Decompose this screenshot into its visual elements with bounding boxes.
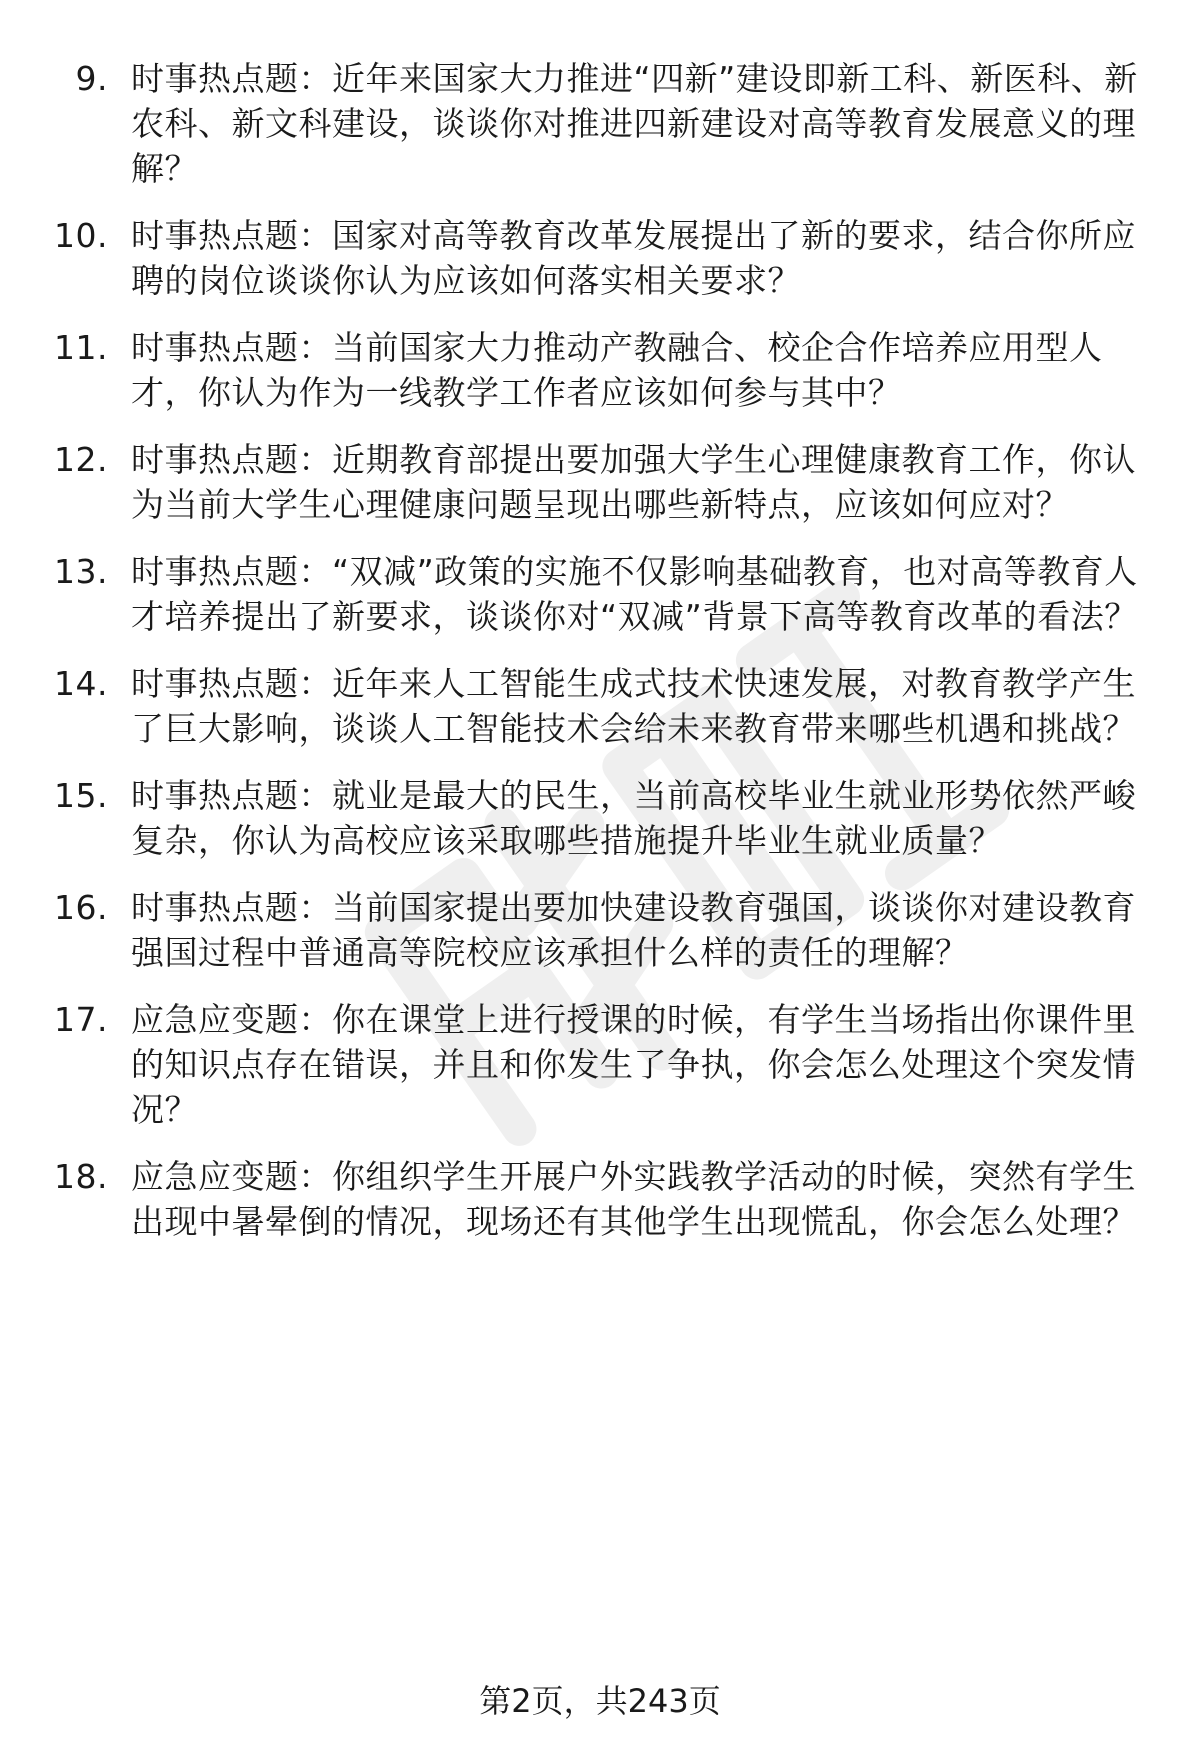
question-number: 14. bbox=[54, 664, 108, 703]
question-text: 时事热点题：“双减”政策的实施不仅影响基础教育，也对高等教育人才培养提出了新要求，谈谈你对“双减”背景下高等教育改革的看法？ bbox=[131, 552, 1138, 636]
question-text: 时事热点题：当前国家提出要加快建设教育强国，谈谈你对建设教育强国过程中普通高等院校应该承担什么样的责任的理解？ bbox=[131, 888, 1136, 972]
question-text: 时事热点题：国家对高等教育改革发展提出了新的要求，结合你所应聘的岗位谈谈你认为应该如何落实相关要求？ bbox=[131, 216, 1136, 300]
question-number: 16. bbox=[54, 888, 108, 927]
question-number: 9. bbox=[75, 59, 108, 98]
question-number: 11. bbox=[54, 328, 108, 367]
question-item-12 bbox=[0, 437, 1200, 527]
question-number: 18. bbox=[54, 1157, 108, 1196]
question-item-11 bbox=[0, 325, 1200, 415]
question-item-14 bbox=[0, 661, 1200, 751]
question-text: 时事热点题：近年来人工智能生成式技术快速发展，对教育教学产生了巨大影响，谈谈人工智能技术会给未来教育带来哪些机遇和挑战？ bbox=[131, 664, 1136, 748]
question-number: 13. bbox=[54, 552, 108, 591]
question-number: 12. bbox=[54, 440, 108, 479]
question-number: 10. bbox=[54, 216, 108, 255]
question-text: 应急应变题：你在课堂上进行授课的时候，有学生当场指出你课件里的知识点存在错误，并且和你发生了争执，你会怎么处理这个突发情况？ bbox=[131, 1000, 1136, 1129]
question-text: 时事热点题：近期教育部提出要加强大学生心理健康教育工作，你认为当前大学生心理健康问题呈现出哪些新特点，应该如何应对？ bbox=[131, 440, 1136, 524]
question-text: 时事热点题：当前国家大力推动产教融合、校企合作培养应用型人才，你认为作为一线教学工作者应该如何参与其中？ bbox=[131, 328, 1103, 412]
question-text: 应急应变题：你组织学生开展户外实践教学活动的时候，突然有学生出现中暑晕倒的情况，现场还有其他学生出现慌乱，你会怎么处理？ bbox=[131, 1157, 1136, 1241]
question-item-18 bbox=[0, 1154, 1200, 1244]
question-item-15 bbox=[0, 773, 1200, 863]
question-item-9 bbox=[0, 56, 1200, 191]
question-list bbox=[0, 56, 1200, 1266]
question-text: 时事热点题：就业是最大的民生，当前高校毕业生就业形势依然严峻复杂，你认为高校应该采取哪些措施提升毕业生就业质量？ bbox=[131, 776, 1136, 860]
question-text: 时事热点题：近年来国家大力推进“四新”建设即新工科、新医科、新农科、新文科建设，谈谈你对推进四新建设对高等教育发展意义的理解？ bbox=[131, 59, 1138, 188]
question-number: 17. bbox=[54, 1000, 108, 1039]
question-item-10 bbox=[0, 213, 1200, 303]
question-item-17 bbox=[0, 997, 1200, 1132]
question-number: 15. bbox=[54, 776, 108, 815]
question-item-13 bbox=[0, 549, 1200, 639]
page-number-footer: 第2页，共243页 bbox=[479, 1682, 721, 1720]
question-item-16 bbox=[0, 885, 1200, 975]
